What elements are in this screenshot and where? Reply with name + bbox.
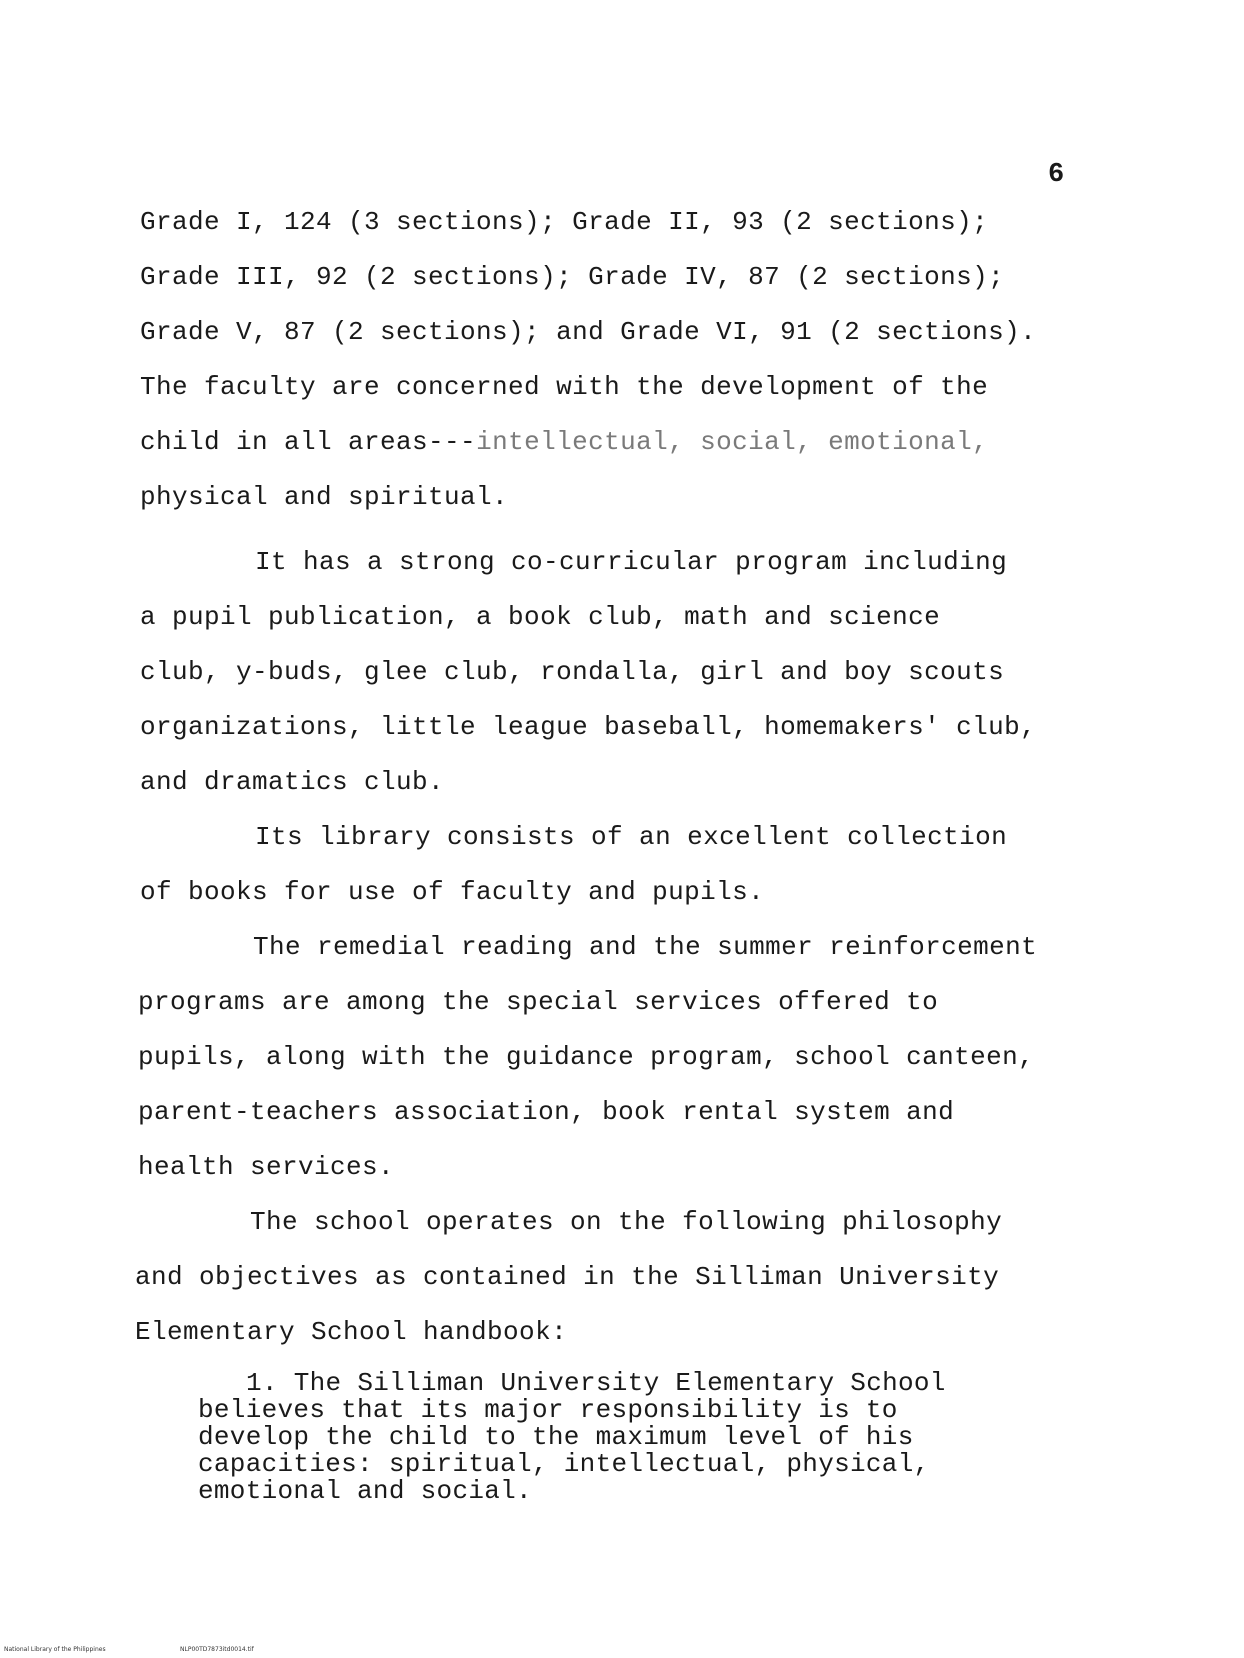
text-line: The school operates on the following philosophy: [250, 1207, 1003, 1237]
text-line: physical and spiritual.: [140, 482, 509, 512]
text-line: organizations, little league baseball, homemakers' club,: [140, 712, 1037, 742]
text-line: parent-teachers association, book rental system and: [138, 1097, 955, 1127]
text-line: The remedial reading and the summer reinforcement: [253, 932, 1038, 962]
objective-quote: [198, 1370, 1058, 1505]
paragraph-services: [138, 920, 1128, 1195]
quote-line: develop the child to the maximum level of his: [198, 1422, 914, 1452]
page-number: 6: [1048, 160, 1065, 190]
quote-line: capacities: spiritual, intellectual, physical,: [198, 1449, 930, 1479]
text-line: The faculty are concerned with the development of the: [140, 372, 989, 402]
text-segment: child in all areas---: [140, 427, 477, 457]
paragraph-philosophy: [135, 1195, 1125, 1360]
text-line: health services.: [138, 1152, 395, 1182]
quote-line: 1. The Silliman University Elementary School: [246, 1368, 946, 1398]
text-line: programs are among the special services offered to: [138, 987, 939, 1017]
text-line: It has a strong co-curricular program including: [255, 547, 1008, 577]
text-line: pupils, along with the guidance program, school canteen,: [138, 1042, 1035, 1072]
quote-line: emotional and social.: [198, 1476, 532, 1506]
text-line: Elementary School handbook:: [135, 1317, 568, 1347]
paragraph-cocurricular: [140, 535, 1130, 810]
text-line: Grade III, 92 (2 sections); Grade IV, 87 (2 sections);: [140, 262, 1005, 292]
footer-library-credit: National Library of the Philippines: [4, 1646, 106, 1653]
quote-line: believes that its major responsibility is to: [198, 1395, 898, 1425]
text-line: and objectives as contained in the Silliman University: [135, 1262, 1000, 1292]
text-line: Its library consists of an excellent collection: [255, 822, 1008, 852]
paragraph-enrollment: [140, 195, 1130, 525]
paragraph-library: [140, 810, 1130, 920]
text-line: of books for use of faculty and pupils.: [140, 877, 765, 907]
text-line: Grade V, 87 (2 sections); and Grade VI, 91 (2 sections).: [140, 317, 1037, 347]
text-line: a pupil publication, a book club, math and science: [140, 602, 941, 632]
footer-file-name: NLP00TD7873itd0014.tif: [180, 1646, 254, 1653]
text-line: [140, 415, 1130, 470]
text-line: and dramatics club.: [140, 767, 445, 797]
text-line: club, y-buds, glee club, rondalla, girl and boy scouts: [140, 657, 1005, 687]
text-line: Grade I, 124 (3 sections); Grade II, 93 (2 sections);: [140, 207, 989, 237]
faded-text-segment: intellectual, social, emotional,: [476, 427, 989, 457]
